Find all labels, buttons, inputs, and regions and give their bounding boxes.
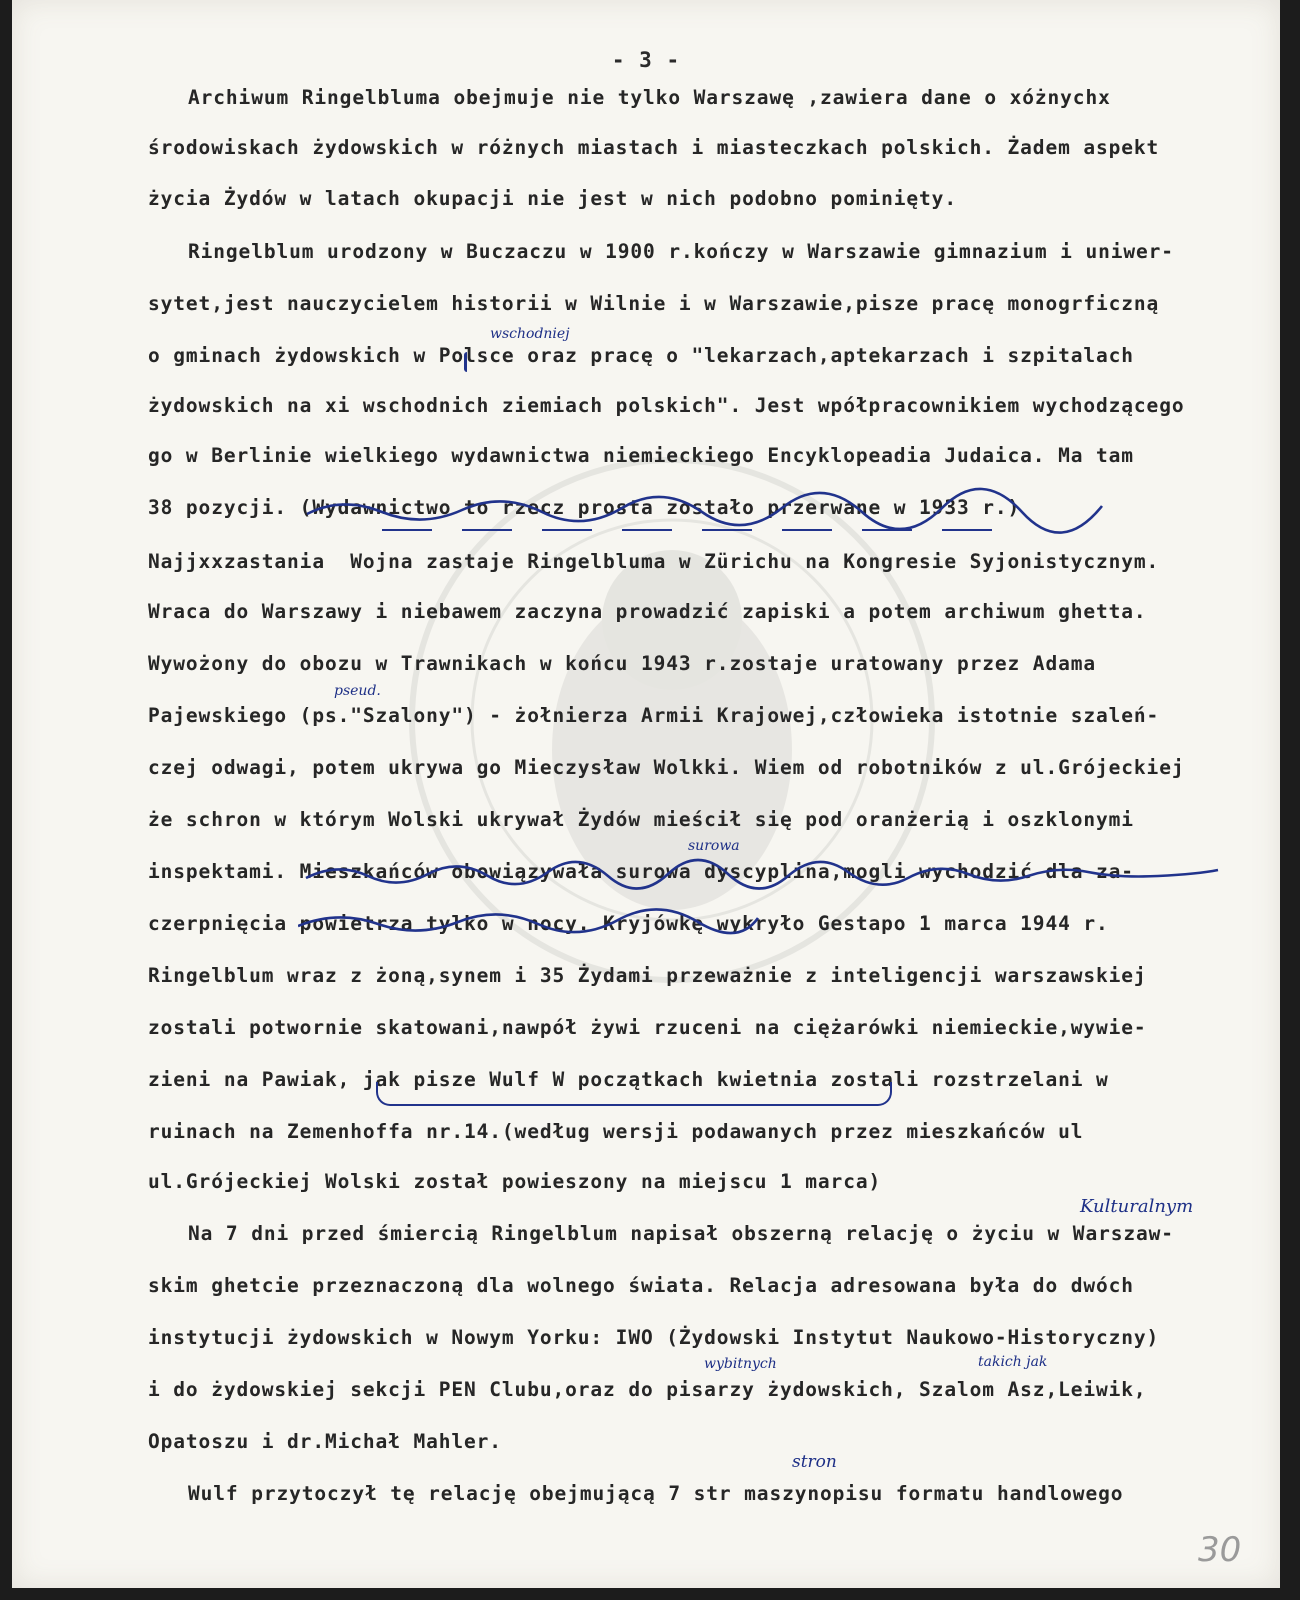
text-line: Najjxxzastania Wojna zastaje Ringelbluma w Zürichu na Kongresie Syjonistycznym. xyxy=(148,550,1160,573)
text-line: czerpnięcia powietrza tylko w nocy. Kryjówkę wykryło Gestapo 1 marca 1944 r. xyxy=(148,912,1109,935)
annotation-stron: stron xyxy=(792,1452,837,1472)
text-line: i do żydowskiej sekcji PEN Clubu,oraz do pisarzy żydowskich, Szalom Asz,Leiwik, xyxy=(148,1378,1147,1401)
text-line: czej odwagi, potem ukrywa go Mieczysław Wolkki. Wiem od robotników z ul.Grójeckiej xyxy=(148,756,1185,779)
text-line: Wulf przytoczył tę relację obejmującą 7 str maszynopisu formatu handlowego xyxy=(188,1482,1124,1505)
document-page xyxy=(12,0,1280,1588)
text-line: Pajewskiego (ps."Szalony") - żołnierza Armii Krajowej,człowieka istotnie szaleń- xyxy=(148,704,1160,727)
text-line: 38 pozycji. (Wydawnictwo to rzecz prosta zostało przerwane w 1933 r.) xyxy=(148,496,1021,519)
text-line: Opatoszu i dr.Michał Mahler. xyxy=(148,1430,502,1453)
text-line: Ringelblum wraz z żoną,synem i 35 Żydami przeważnie z inteligencji warszawskiej xyxy=(148,964,1147,987)
text-line: sytet,jest nauczycielem historii w Wilnie i w Warszawie,pisze pracę monogrficzną xyxy=(148,292,1160,315)
text-line: inspektami. Mieszkańców obowiązywała surowa dyscyplina,mogli wychodzić dla za- xyxy=(148,860,1134,883)
underline-loop xyxy=(376,1082,892,1106)
text-line: o gminach żydowskich w Polsce oraz pracę o "lekarzach,aptekarzach i szpitalach xyxy=(148,344,1134,367)
text-line: zieni na Pawiak, jak pisze Wulf W początkach kwietnia zostali rozstrzelani w xyxy=(148,1068,1109,1091)
text-line: Wywożony do obozu w Trawnikach w końcu 1943 r.zostaje uratowany przez Adama xyxy=(148,652,1096,675)
text-line: instytucji żydowskich w Nowym Yorku: IWO (Żydowski Instytut Naukowo-Historyczny) xyxy=(148,1326,1160,1349)
strikethrough-scribble xyxy=(298,856,1228,936)
text-line: Archiwum Ringelbluma obejmuje nie tylko Warszawę ,zawiera dane o xóżnychx xyxy=(188,86,1111,109)
annotation-wybitnych: wybitnych xyxy=(704,1356,777,1372)
text-line: życia Żydów w latach okupacji nie jest w nich podobno pominięty. xyxy=(148,187,957,210)
text-line: że schron w którym Wolski ukrywał Żydów mieścił się pod oranżerią i oszklonymi xyxy=(148,808,1134,831)
annotation-takich-jak: takich jak xyxy=(978,1354,1048,1370)
text-line: zostali potwornie skatowani,nawpół żywi rzuceni na ciężarówki niemieckie,wywie- xyxy=(148,1016,1147,1039)
strikethrough-scribble xyxy=(302,486,1112,536)
annotation-pseud: pseud. xyxy=(334,683,381,699)
text-line: Na 7 dni przed śmiercią Ringelblum napisał obszerną relację o życiu w Warszaw- xyxy=(188,1222,1174,1245)
text-line: środowiskach żydowskich w różnych miastach i miasteczkach polskich. Żadem aspekt xyxy=(148,136,1160,159)
insert-bracket xyxy=(464,352,471,372)
text-line: go w Berlinie wielkiego wydawnictwa niemieckiego Encyklopeadia Judaica. Ma tam xyxy=(148,444,1134,467)
text-line: Wraca do Warszawy i niebawem zaczyna prowadzić zapiski a potem archiwum ghetta. xyxy=(148,600,1147,623)
folio-number: 30 xyxy=(1198,1530,1242,1570)
text-line: Ringelblum urodzony w Buczaczu w 1900 r.kończy w Warszawie gimnazium i uniwer- xyxy=(188,240,1174,263)
text-line: żydowskich na xi wschodnich ziemiach polskich". Jest wpółpracownikiem wychodzącego xyxy=(148,394,1185,417)
text-line: ul.Grójeckiej Wolski został powieszony na miejscu 1 marca) xyxy=(148,1170,882,1193)
text-line: skim ghetcie przeznaczoną dla wolnego świata. Relacja adresowana była do dwóch xyxy=(148,1274,1134,1297)
annotation-surowa: surowa xyxy=(688,838,740,854)
text-line: ruinach na Zemenhoffa nr.14.(według wersji podawanych przez mieszkańców ul xyxy=(148,1120,1084,1143)
annotation-kulturalnym: Kulturalnym xyxy=(1080,1196,1194,1217)
page-number: - 3 - xyxy=(611,48,681,72)
annotation-wschodniej: wschodniej xyxy=(490,326,570,342)
